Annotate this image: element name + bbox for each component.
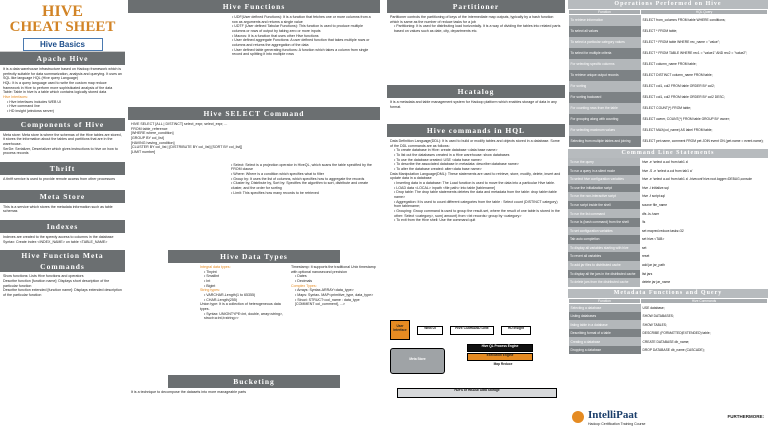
user-interface-box: User Interface (390, 320, 410, 340)
brand-tagline: Hadoop Certification Training Course (588, 421, 646, 426)
table-row (568, 218, 768, 227)
operations-th-function: Function (569, 10, 641, 15)
list-item: • User defined aggregate Functions: A user defined function that takes multiple rows or columns and returns the aggregation of the data (232, 38, 377, 47)
operations-header: Operations Performed on Hive (568, 0, 768, 9)
row-value: list jars (640, 270, 768, 279)
apache-text-1: It is a data warehouse infrastructure based on Hadoop framework which is perfectly suitable for data summarization, analysis and querying. It uses an SQL like language HQL (Hive query Language) (3, 67, 122, 81)
metadata-th-commands: Hive Commands (641, 298, 768, 303)
select-line: FROM table_reference (131, 126, 168, 131)
table-row (568, 209, 768, 218)
hive-interfaces-list (3, 100, 122, 114)
row-label: To select hive configuration variables (568, 175, 640, 184)
list-item: • Limit: This specifies how many records to be retrieved (231, 191, 377, 196)
table-row (569, 303, 768, 312)
table-row (569, 346, 768, 355)
table-row (569, 59, 768, 70)
row-label: To retrieve information (569, 15, 641, 26)
command-line-header: Command Line Statements (568, 149, 768, 158)
row-value: hive -S -e 'select a.col from tab1 a' (640, 166, 768, 175)
command-line-box: HIVE COMMAND LINE (450, 326, 494, 335)
row-value: SELECT col1, col2 FROM table ORDER BY col2; (641, 81, 768, 92)
table-row (569, 81, 768, 92)
metastore-text: This is a service which stores the metadata information such as table schemas (3, 204, 113, 214)
indexes-text-2: Syntax: Create index <INDEX_NAME> on table <TABLE_NAME> (3, 239, 108, 244)
metadata-header: Metadata Functions and Query (568, 289, 768, 298)
indexes-section (0, 233, 125, 246)
indexes-text-1: Indexes are created to the speedy access to columns in the database (3, 235, 114, 240)
table-row (569, 70, 768, 81)
table-row (568, 270, 768, 279)
select-header: Hive SELECT Command (128, 107, 380, 120)
row-value: hive -e 'select a.col from tab1 a' -hiveconf hive.root.logger=DEBUG,console (640, 175, 768, 184)
hcatalog-header: Hcatalog (387, 85, 565, 98)
components-section (0, 131, 125, 158)
components-header: Components of Hive (0, 118, 125, 131)
table-row (569, 125, 768, 136)
components-text-2: SerDe: Serializer, Deserializer which gives instructions to hive on how to process records (3, 146, 118, 156)
column-3 (387, 0, 565, 432)
select-line: HIVE SELECT [ALL | DISTINCT] select_expr, select_expr, ... (131, 122, 228, 126)
row-value: set hive.<TAB> (640, 235, 768, 244)
row-label: To select all values (569, 26, 641, 37)
brand-logo: IntelliPaat (588, 408, 638, 421)
title-hive: HIVE (42, 3, 83, 20)
ddl-text: Data Definition Language(DDL): It is used to build or modify tables and objects stored in a database. Some of the DDL commands are as follows: (390, 139, 560, 148)
row-value: SELECT column_name FROM table; (641, 59, 768, 70)
functions-section (128, 13, 380, 107)
bucketing-header: Bucketing (168, 375, 340, 388)
row-label: For sorting backward (569, 92, 641, 103)
row-value: SELECT COUNT(*) FROM table; (641, 103, 768, 114)
complex-label: Complex Types: (291, 283, 317, 288)
dml-text: Data Manipulation Language(DML): These statements are used to retrieve, store, modify, delete, insert and update data in a database (390, 171, 561, 181)
row-value: set mapred.reduce.tasks=32 (640, 227, 768, 236)
apache-text-4: Hive Interfaces: (3, 95, 28, 100)
table-row (569, 103, 768, 114)
list-item: • Drop table: The drop table statements deletes the data and metadata from the table: drop table<table name> (394, 190, 562, 199)
list-item: • Select: Select is a projection operator in HiveQL, which scans the table specified by the FROM clause (231, 163, 377, 172)
partitioner-header: Partitioner (387, 0, 565, 13)
row-label: listing table in a database (569, 320, 641, 329)
list-item: • Hive interfaces includes WEB UI (7, 100, 122, 105)
table-row (569, 320, 768, 329)
list-item: • Partitioning: It is used for distributing load horizontally. It is a way of dividing the tables into related parts based on values such as date, city, departments etc. (394, 24, 562, 33)
list-item: • CHAR-Length(255) (204, 298, 285, 303)
table-row (568, 175, 768, 184)
indexes-header: Indexes (0, 220, 125, 233)
table-row (568, 244, 768, 253)
brand-footer (568, 402, 768, 432)
title-subtitle: Hive Basics (23, 38, 103, 51)
metadata-th-function: Function (569, 298, 641, 303)
row-value: source file_name (640, 201, 768, 210)
cheat-sheet-title (0, 0, 125, 52)
table-row (568, 166, 768, 175)
list-item: • Group by: It uses the list of columns, which specifies how to aggregate the records (231, 177, 377, 182)
row-label: To use the initialization script (568, 184, 640, 193)
select-line: [LIMIT number] (131, 150, 156, 155)
functions-header: Hive Functions (128, 0, 380, 13)
row-value: CREATE DATABASE db_name; (641, 337, 768, 346)
row-label: To run script inside the shell (568, 201, 640, 210)
timestamp-text: Timestamp: It supports the traditional Unix timestamp with optional nanosecond precision (291, 265, 376, 274)
apache-text-3: Table: Table in hive is a table which contains logically stored data (3, 90, 107, 95)
apache-hive-section (0, 65, 125, 116)
apache-hive-header: Apache Hive (0, 52, 125, 65)
thrift-text: A thrift service is used to provide remote access from other processors (3, 177, 116, 182)
list-item: • To describe the associated database in metadata: describe<database name> (394, 162, 562, 167)
column-4 (568, 0, 768, 432)
row-value: hive -e 'select a.col from tab1 a' (640, 158, 768, 167)
select-line: [GROUP BY col_list] (131, 136, 164, 141)
list-item: • User defined table generating functions: A function which takes a column from single record and splitting it into multiple rows (232, 48, 377, 57)
row-value: SELECT col1, col2 FROM table ORDER BY col2 DESC; (641, 92, 768, 103)
table-row (569, 136, 768, 147)
row-label: To display all the jars in the distributed cache (568, 270, 640, 279)
row-label: Dropping a database (569, 346, 641, 355)
table-row (568, 227, 768, 236)
metastore-box: Meta Store (390, 348, 445, 374)
list-item: • To alter the database created: alter<data base name> (394, 167, 562, 172)
row-label: To run the list command (568, 209, 640, 218)
table-row (568, 201, 768, 210)
select-line: [WHERE where_condition] (131, 131, 174, 136)
hql-header: Hive commands in HQL (387, 124, 565, 137)
row-label: For selecting maximum values (569, 125, 641, 136)
string-label: String types: (200, 288, 220, 293)
table-row (569, 15, 768, 26)
row-label: Selecting a database (569, 303, 641, 312)
list-item: • Bigint (204, 284, 285, 289)
row-value: SHOW TABLES; (641, 320, 768, 329)
furthermore-label: FURTHERMORE: (727, 414, 764, 420)
list-item: • Syntax: UNIONTYPE<int, double, array<string>, struct<a:int,b:string>> (204, 312, 285, 321)
row-value: add jar jar_path (640, 261, 768, 270)
hdfs-box: HDFS or HBASE Data Storage (397, 388, 557, 398)
table-row (569, 37, 768, 48)
list-item: • Struct: STRUCT<col_name : data_type [COMMENT col_comment], ...> (295, 298, 376, 307)
row-value: SHOW DATABASES; (641, 312, 768, 321)
operations-table (568, 9, 768, 147)
table-row (568, 158, 768, 167)
list-item: • Macros: It is a function that uses other Hive functions (232, 34, 377, 39)
row-label: To run a query in a silent mode (568, 166, 640, 175)
table-row (568, 192, 768, 201)
row-label: To select a particular category values (569, 37, 641, 48)
list-item: • Aggregation: It is used to count different categories from the table : Select count (DISTINCT category) from tablename; (394, 200, 562, 209)
column-2 (128, 0, 380, 432)
row-label: Describing format of a table (569, 329, 641, 338)
select-line: [HAVING having_condition] (131, 140, 175, 145)
operations-th-query: HQL Query (641, 10, 768, 15)
union-text: Union type: It is a collection of heterogeneous data types. (200, 302, 281, 312)
bucketing-text: It is a technique to decompose the datasets into more manageable parts (131, 390, 247, 394)
list-item: • Dates (295, 274, 376, 279)
row-value: SELECT * FROM table WHERE rec_name = "value"; (641, 37, 768, 48)
metadata-table (568, 298, 768, 355)
map-reduce-label: Map Reduce (493, 362, 513, 366)
row-label: Selecting from multiple tables and joining (569, 136, 641, 147)
list-item: • To list out the databases created in a Hive warehouse: show databases (394, 153, 562, 158)
row-value: delete jar jar_name (640, 278, 768, 287)
components-text-1: Meta store: Meta store is where the schemas of the Hive tables are stored, it stores the information about the tables and partitions that are in the warehouse. (3, 132, 122, 147)
table-row (568, 235, 768, 244)
list-item: • Maps: Syntax- MAP<primitive_type, data_type> (295, 293, 376, 298)
row-label: To display all variables starting with hive (568, 244, 640, 253)
row-label: Tab auto completion (568, 235, 640, 244)
table-row (569, 329, 768, 338)
row-label: Listing databases (569, 312, 641, 321)
list-item: • HD insight (windows server) (7, 109, 122, 114)
row-value: SELECT * FROM table; (641, 26, 768, 37)
list-item: • Grouping: Group command is used to group the result-set, where the result of one table is stored in the other: Select <category>, sum( amount) from <txt records> group by <category> (394, 209, 562, 218)
table-row (569, 26, 768, 37)
hfmc-header: Hive Function Meta Commands (0, 250, 125, 272)
architecture-diagram (387, 312, 565, 412)
row-value: SELECT pet.name, comment FROM pet JOIN event ON (pet.name = event.name); (641, 136, 768, 147)
list-item: • Smallint (204, 274, 285, 279)
row-label: To set configuration variables (568, 227, 640, 236)
list-item: • Decimals (295, 279, 376, 284)
row-value: SELECT MAX(col_name) AS label FROM table; (641, 125, 768, 136)
types-header: Hive Data Types (168, 250, 340, 263)
integral-label: Integral data types: (200, 265, 231, 269)
web-ui-box: WEB UI (417, 326, 443, 335)
types-section (128, 263, 380, 367)
table-row (568, 278, 768, 287)
row-label: To run the non-interactive script (568, 192, 640, 201)
command-line-table (568, 158, 768, 287)
list-item: • UDF(User defined Functions): It is a function that fetches one or more columns from a row as arguments and returns a single value (232, 15, 377, 24)
list-item: • To use the database created: USE <data base name> (394, 158, 562, 163)
row-label: Creating a database (569, 337, 641, 346)
select-section (128, 120, 380, 250)
table-row (569, 337, 768, 346)
row-label: To revert all variables (568, 252, 640, 261)
row-value: !ls (640, 218, 768, 227)
row-value: hive -i initialize.sql (640, 184, 768, 193)
hql-section (387, 137, 565, 312)
row-label: To add jar files to distributed cache (568, 261, 640, 270)
list-item: • Arrays: Syntax-ARRAY<data_type> (295, 288, 376, 293)
row-label: For grouping along with counting (569, 114, 641, 125)
row-label: For selecting specific columns (569, 59, 641, 70)
row-value: DESCRIBE (FORMATTED|EXTENDED) table; (641, 329, 768, 338)
row-value: hive -f script.sql (640, 192, 768, 201)
row-label: To delete jars from the distributed cache (568, 278, 640, 287)
row-label: To run ls (bash command) from the shell (568, 218, 640, 227)
hfmc-text-1: Show functions: Lists Hive functions and operators (3, 274, 84, 279)
title-cheat-sheet: CHEAT SHEET (9, 19, 116, 35)
thrift-header: Thrift (0, 162, 125, 175)
hfmc-text-3: Describe function extended [function name]: Displays extended description of the particular function (3, 288, 122, 298)
table-row (568, 184, 768, 193)
list-item: • Where: Where is a condition which specifies what to filter (231, 172, 377, 177)
row-label: To run the query (568, 158, 640, 167)
row-value: DROP DATABASE db_name (CASCADE); (641, 346, 768, 355)
select-line: [CLUSTER BY col_list | [DISTRIBUTE BY col_list] [SORT BY col_list]] (131, 145, 243, 150)
list-item: • UDTF (User defined Tabular Functions): This function is used to produce multiple columns or rows of output by taking zero or more inputs (232, 24, 377, 33)
table-row (568, 261, 768, 270)
table-row (569, 48, 768, 59)
list-item: • Tinyint (204, 270, 285, 275)
list-item: • To create database in Hive: create database <data base name> (394, 148, 562, 153)
row-value: set (640, 244, 768, 253)
list-item: • Int (204, 279, 285, 284)
apache-text-2: HQL: It is a query language used to write the custom map reduce framework in Hive to perform more sophisticated analysis of the data (3, 81, 113, 90)
list-item: • Hive command line (7, 104, 122, 109)
partitioner-section (387, 13, 565, 85)
list-item: • Inserting data in a database: The Load function is used to move the data into a particular Hive table. (394, 181, 562, 186)
hfmc-section (0, 272, 125, 299)
list-item: • To exit from the Hive shell: Use the command quit (394, 218, 562, 223)
metastore-header: Meta Store (0, 190, 125, 203)
column-1 (0, 0, 125, 432)
row-value: SELECT owner, COUNT(*) FROM table GROUP BY owner; (641, 114, 768, 125)
row-value: SELECT from_columns FROM table WHERE conditions; (641, 15, 768, 26)
table-row (568, 252, 768, 261)
intellipaat-logo-icon (572, 411, 584, 423)
row-value: SELECT DISTINCT column_name FROM table; (641, 70, 768, 81)
list-item: • VARCHAR-Length(1 to 65355) (204, 293, 285, 298)
table-row (569, 92, 768, 103)
list-item: • Cluster by, Distribute by, Sort by: Specifies the algorithm to sort, distribute and create cluster, and the order for sorting (231, 181, 377, 190)
list-item: • LOAD data <LOCAL> inpath <file path> into table [tablename] (394, 186, 562, 191)
table-row (569, 312, 768, 321)
row-label: To retrieve unique output records (569, 70, 641, 81)
row-value: dfs -ls /user (640, 209, 768, 218)
hcatalog-text: It is a metadata and table management system for Hadoop platform which enables storage of data in any format. (390, 100, 557, 109)
row-value: reset (640, 252, 768, 261)
hfmc-text-2: Describe function [function name]: Displays short description of the particular function (3, 279, 110, 288)
row-value: USE database; (641, 303, 768, 312)
row-label: For sorting (569, 81, 641, 92)
row-label: To select for multiple criteria (569, 48, 641, 59)
partitioner-text: Partitioner controls the partitioning of keys of the intermediate map outputs, typically by a hash function which is same as the number of reduce tasks for a job (390, 15, 554, 24)
process-engine-box: Hive QL Process Engine (467, 344, 533, 352)
row-value: SELECT * FROM TABLE WHERE rec1 = "value1" AND rec2 = "value2"; (641, 48, 768, 59)
execution-engine-box: Execution Engine (467, 353, 533, 361)
table-row (569, 114, 768, 125)
row-label: For counting rows from the table (569, 103, 641, 114)
hd-insight-box: HD Insight (501, 326, 531, 335)
